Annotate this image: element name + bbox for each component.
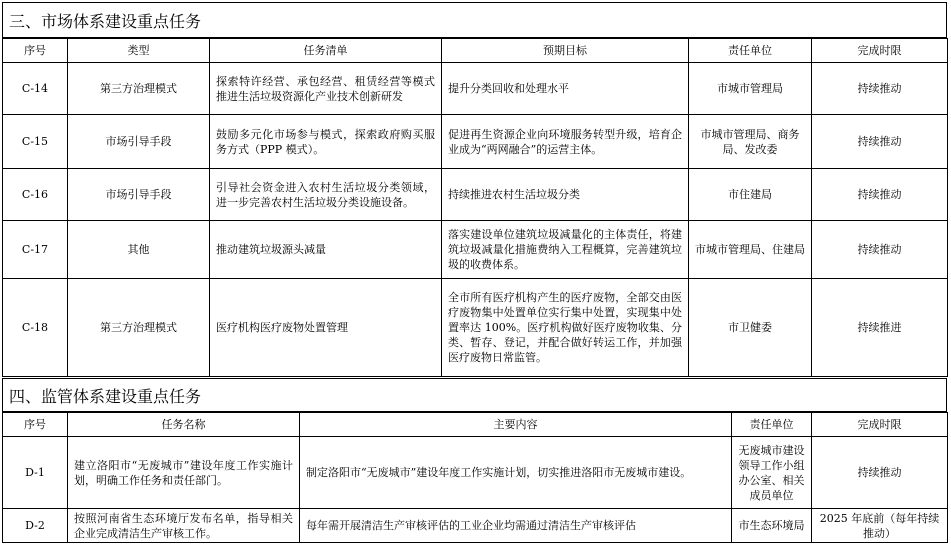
row-type: 第三方治理模式 [68, 279, 210, 377]
header-goal: 预期目标 [442, 39, 689, 63]
row-task: 探索特许经营、承包经营、租赁经营等模式推进生活垃圾资源化产业技术创新研发 [210, 63, 442, 115]
row-task: 医疗机构医疗废物处置管理 [210, 279, 442, 377]
row-deadline: 持续推动 [812, 437, 948, 509]
row-task: 推动建筑垃圾源头减量 [210, 221, 442, 279]
table-row [3, 437, 948, 509]
header-deadline: 完成时限 [812, 39, 948, 63]
header-id: 序号 [3, 413, 68, 437]
row-name: 建立洛阳市“无废城市”建设年度工作实施计划，明确工作任务和责任部门。 [68, 437, 300, 509]
row-deadline: 持续推动 [812, 221, 948, 279]
row-id: C-16 [3, 169, 68, 221]
header-name: 任务名称 [68, 413, 300, 437]
row-type: 市场引导手段 [68, 115, 210, 169]
table-row [3, 169, 948, 221]
header-unit: 责任单位 [689, 39, 812, 63]
row-deadline: 2025 年底前（每年持续推动） [812, 509, 948, 543]
table-header-row [3, 39, 948, 63]
row-deadline: 持续推进 [812, 279, 948, 377]
row-unit: 市卫健委 [689, 279, 812, 377]
row-id: D-2 [3, 509, 68, 543]
row-content: 每年需开展清洁生产审核评估的工业企业均需通过清洁生产审核评估 [300, 509, 732, 543]
row-type: 第三方治理模式 [68, 63, 210, 115]
section-3-title: 三、市场体系建设重点任务 [2, 2, 947, 38]
header-type: 类型 [68, 39, 210, 63]
row-id: C-14 [3, 63, 68, 115]
row-goal: 落实建设单位建筑垃圾减量化的主体责任，将建筑垃圾减量化措施费纳入工程概算，完善建筑垃圾的收费体系。 [442, 221, 689, 279]
section-4-title: 四、监管体系建设重点任务 [2, 378, 947, 412]
row-deadline: 持续推动 [812, 115, 948, 169]
supervision-system-table [2, 412, 948, 543]
row-name: 按照河南省生态环境厅发布名单，指导相关企业完成清洁生产审核工作。 [68, 509, 300, 543]
row-id: D-1 [3, 437, 68, 509]
row-unit: 市城市管理局、商务局、发改委 [689, 115, 812, 169]
row-goal: 提升分类回收和处理水平 [442, 63, 689, 115]
row-task: 引导社会资金进入农村生活垃圾分类领域，进一步完善农村生活垃圾分类设施设备。 [210, 169, 442, 221]
row-type: 其他 [68, 221, 210, 279]
row-id: C-17 [3, 221, 68, 279]
header-content: 主要内容 [300, 413, 732, 437]
row-unit: 市城市管理局、住建局 [689, 221, 812, 279]
row-task: 鼓励多元化市场参与模式，探索政府购买服务方式（PPP 模式）。 [210, 115, 442, 169]
header-deadline: 完成时限 [812, 413, 948, 437]
table-row [3, 115, 948, 169]
table-row [3, 279, 948, 377]
table-header-row [3, 413, 948, 437]
row-deadline: 持续推动 [812, 63, 948, 115]
row-unit: 市住建局 [689, 169, 812, 221]
row-unit: 市城市管理局 [689, 63, 812, 115]
header-id: 序号 [3, 39, 68, 63]
header-task: 任务清单 [210, 39, 442, 63]
row-unit: 市生态环境局 [732, 509, 812, 543]
row-content: 制定洛阳市“无废城市”建设年度工作实施计划，切实推进洛阳市无废城市建设。 [300, 437, 732, 509]
row-id: C-18 [3, 279, 68, 377]
table-row [3, 221, 948, 279]
row-unit: 无废城市建设领导工作小组办公室、相关成员单位 [732, 437, 812, 509]
row-goal: 促进再生资源企业向环境服务转型升级，培育企业成为“两网融合”的运营主体。 [442, 115, 689, 169]
market-system-table [2, 38, 948, 377]
row-id: C-15 [3, 115, 68, 169]
header-unit: 责任单位 [732, 413, 812, 437]
table-row [3, 63, 948, 115]
row-deadline: 持续推动 [812, 169, 948, 221]
table-row [3, 509, 948, 543]
row-goal: 全市所有医疗机构产生的医疗废物，全部交由医疗废物集中处置单位实行集中处置，实现集中处置率达 100%。医疗机构做好医疗废物收集、分类、暂存、登记，并配合做好转运工作，并加强医疗废物日常监管。 [442, 279, 689, 377]
row-goal: 持续推进农村生活垃圾分类 [442, 169, 689, 221]
row-type: 市场引导手段 [68, 169, 210, 221]
